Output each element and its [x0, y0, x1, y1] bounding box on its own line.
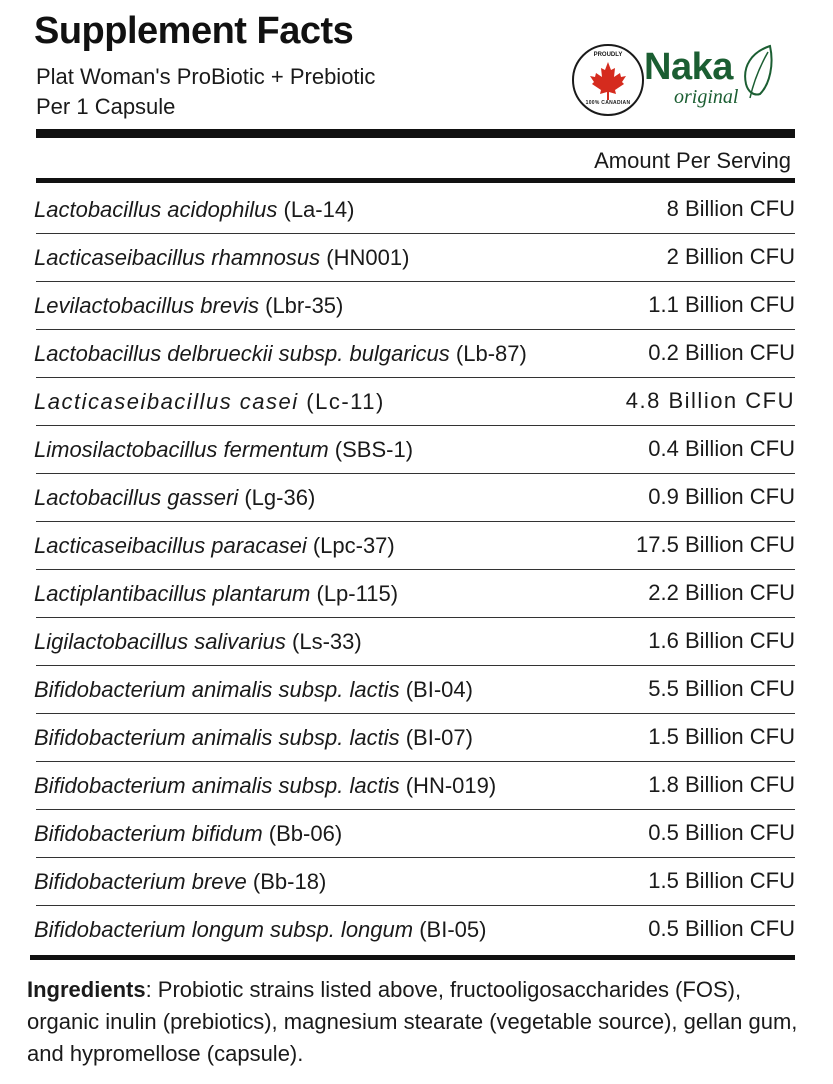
- strain-amount: 1.5 Billion CFU: [648, 868, 795, 893]
- table-row: [30, 906, 795, 954]
- strain-name: [34, 677, 473, 703]
- ingredients-text: : Probiotic strains listed above, fructooligosaccharides (FOS), organic inulin (prebiotics), magnesium stearate (vegetable source), gellan gum, and hypromellose (capsule).: [27, 977, 798, 1066]
- serving-size: Per 1 Capsule: [36, 94, 176, 119]
- strain-name: [34, 533, 395, 559]
- page-title: Supplement Facts: [34, 10, 354, 52]
- table-row: [30, 666, 795, 714]
- strain-code: (Lc-11): [306, 389, 385, 414]
- strain-species: Bifidobacterium longum subsp. longum: [34, 917, 414, 942]
- brand-tagline: original: [674, 86, 739, 108]
- strain-species: Lactobacillus acidophilus: [34, 197, 278, 222]
- table-bottom-rule: [30, 955, 795, 960]
- strain-species: Lacticaseibacillus paracasei: [34, 533, 307, 558]
- strain-code: (HN001): [326, 245, 410, 270]
- strain-code: (Lb-87): [455, 341, 527, 366]
- strain-amount: 2.2 Billion CFU: [648, 580, 795, 605]
- column-header-rule: [36, 178, 795, 183]
- strain-species: Bifidobacterium bifidum: [34, 821, 263, 846]
- strain-species: Bifidobacterium breve: [34, 869, 247, 894]
- table-row: [30, 474, 795, 522]
- strain-name: [34, 869, 326, 895]
- table-row: [30, 570, 795, 618]
- strain-amount: 5.5 Billion CFU: [648, 676, 795, 701]
- seal-bottom-text: 100% CANADIAN: [585, 100, 631, 106]
- strain-amount: 4.8 Billion CFU: [625, 388, 795, 413]
- ingredients-label: Ingredients: [27, 977, 146, 1002]
- table-row: [30, 186, 795, 234]
- strain-name: [34, 629, 362, 655]
- table-row: [30, 810, 795, 858]
- brand-logo: [572, 44, 782, 124]
- product-name: Plat Woman's ProBiotic + Prebiotic: [36, 64, 376, 89]
- table-row: [30, 234, 795, 282]
- product-info: [36, 62, 375, 122]
- table-row: [30, 282, 795, 330]
- strain-amount: 17.5 Billion CFU: [636, 532, 795, 557]
- strain-amount: 0.5 Billion CFU: [648, 916, 795, 941]
- table-row: [30, 714, 795, 762]
- table-row: [30, 618, 795, 666]
- strain-code: (BI-07): [405, 725, 473, 750]
- seal-top-text: PROUDLY: [593, 52, 623, 58]
- strain-species: Lacticaseibacillus casei: [34, 389, 299, 414]
- strain-amount: 0.2 Billion CFU: [648, 340, 795, 365]
- table-row: [30, 858, 795, 906]
- strain-name: [34, 821, 342, 847]
- table-row: [30, 426, 795, 474]
- strain-amount: 0.9 Billion CFU: [648, 484, 795, 509]
- strain-name: [34, 485, 315, 511]
- table-row: [30, 378, 795, 426]
- strain-amount: 1.1 Billion CFU: [648, 292, 795, 317]
- strain-amount: 0.4 Billion CFU: [648, 436, 795, 461]
- strain-code: (La-14): [283, 197, 355, 222]
- strain-species: Lactobacillus gasseri: [34, 485, 239, 510]
- strain-code: (SBS-1): [334, 437, 414, 462]
- strain-name: [34, 293, 343, 319]
- strain-amount: 8 Billion CFU: [666, 196, 795, 221]
- strain-amount: 1.6 Billion CFU: [648, 628, 795, 653]
- strain-code: (BI-04): [405, 677, 473, 702]
- strain-code: (Lpc-37): [312, 533, 395, 558]
- strain-code: (Lg-36): [244, 485, 316, 510]
- strain-amount: 2 Billion CFU: [666, 244, 795, 269]
- strain-name: [34, 581, 398, 607]
- strain-name: [34, 437, 413, 463]
- strain-name: [34, 245, 409, 271]
- strain-code: (Lbr-35): [265, 293, 344, 318]
- strain-name: [34, 341, 527, 367]
- amount-per-serving-header: Amount Per Serving: [594, 148, 791, 173]
- strain-species: Bifidobacterium animalis subsp. lactis: [34, 725, 400, 750]
- strain-amount: 1.8 Billion CFU: [648, 772, 795, 797]
- strain-code: (BI-05): [419, 917, 487, 942]
- strain-amount: 0.5 Billion CFU: [648, 820, 795, 845]
- strain-species: Limosilactobacillus fermentum: [34, 437, 329, 462]
- table-row: [30, 330, 795, 378]
- strain-name: [34, 917, 486, 943]
- strain-species: Lacticaseibacillus rhamnosus: [34, 245, 321, 270]
- table-row: [30, 762, 795, 810]
- header-rule: [36, 129, 795, 138]
- strain-species: Bifidobacterium animalis subsp. lactis: [34, 773, 400, 798]
- strain-amount: 1.5 Billion CFU: [648, 724, 795, 749]
- strain-code: (HN-019): [405, 773, 497, 798]
- strain-name: [34, 773, 496, 799]
- brand-name: Naka: [644, 46, 733, 88]
- leaf-icon: [740, 44, 774, 100]
- strain-name: [34, 197, 354, 223]
- ingredients-section: [27, 974, 807, 1070]
- table-row: [30, 522, 795, 570]
- strain-code: (Lp-115): [316, 581, 399, 606]
- strain-species: Ligilactobacillus salivarius: [34, 629, 286, 654]
- strain-name: [34, 389, 385, 415]
- strain-species: Levilactobacillus brevis: [34, 293, 259, 318]
- strain-code: (Bb-18): [252, 869, 327, 894]
- proudly-canadian-seal: [572, 44, 644, 116]
- strain-code: (Ls-33): [292, 629, 362, 654]
- strain-code: (Bb-06): [268, 821, 343, 846]
- strain-species: Bifidobacterium animalis subsp. lactis: [34, 677, 400, 702]
- strain-name: [34, 725, 473, 751]
- strain-species: Lactobacillus delbrueckii subsp. bulgaricus: [34, 341, 450, 366]
- strain-species: Lactiplantibacillus plantarum: [34, 581, 311, 606]
